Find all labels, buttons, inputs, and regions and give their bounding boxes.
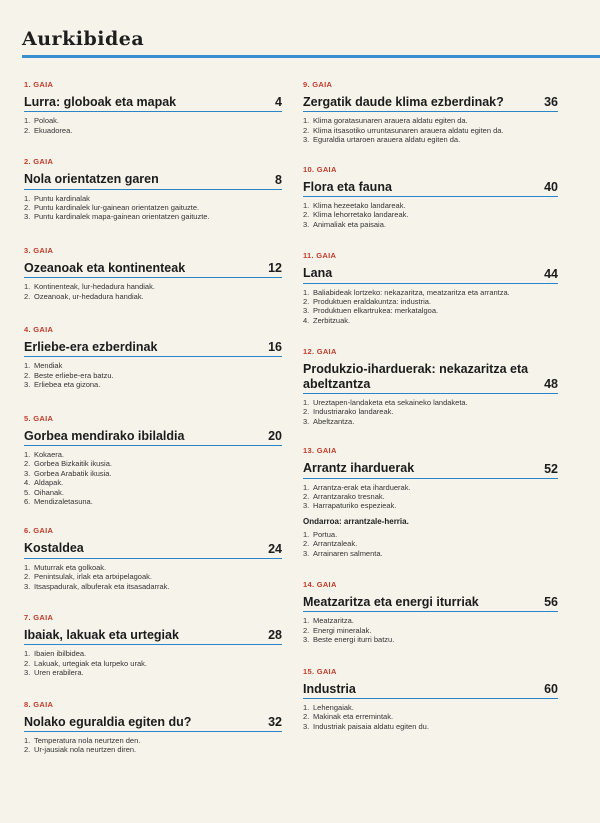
list-item-text: Produktuen eraldakuntza: industria. — [313, 296, 431, 306]
list-item-text: Arrantza-erak eta iharduerak. — [313, 482, 411, 492]
toc-section — [303, 347, 558, 426]
chapter-title: Flora eta fauna — [303, 179, 392, 194]
list-item: 1. Arrantza-erak eta iharduerak. — [303, 482, 411, 492]
subtopic-list — [303, 116, 558, 144]
chapter-number: 7. GAIA — [24, 612, 54, 622]
list-item: 3. Abeltzantza. — [303, 416, 355, 426]
chapter-title: Arrantz iharduerak — [303, 461, 415, 476]
chapter-heading[interactable] — [24, 429, 282, 446]
chapter-heading[interactable] — [24, 541, 282, 558]
list-item-text: Ekuadorea. — [34, 125, 73, 135]
list-item: 1. Mendiak — [24, 361, 63, 371]
toc-section — [24, 526, 282, 591]
list-item: 1. Poloak. — [24, 116, 60, 126]
chapter-heading[interactable] — [303, 682, 558, 699]
list-item: 2. Ekuadorea. — [24, 125, 73, 135]
chapter-number: 14. GAIA — [303, 579, 337, 589]
toc-section — [24, 80, 282, 135]
list-item: 2. Lakuak, urtegiak eta lurpeko urak. — [24, 658, 147, 668]
chapter-title: Kostaldea — [24, 541, 84, 556]
list-item: 3. Itsaspadurak, albuferak eta itsasadarrak. — [24, 581, 170, 591]
toc-section — [24, 325, 282, 390]
subtopic-list — [24, 736, 282, 755]
list-item-text: Animaliak eta paisaia. — [313, 219, 386, 229]
list-item: 2. Arrantzaleak. — [303, 539, 358, 549]
subtopic-list — [24, 282, 282, 301]
list-item: 3. Puntu kardinalek mapa-gainean orientatzen gaituzte. — [24, 212, 210, 222]
page-number: 40 — [544, 179, 558, 194]
list-item: 1. Ureztapen-landaketa eta sekaineko landaketa. — [303, 397, 468, 407]
list-item: 3. Uren erabilera. — [24, 668, 84, 678]
list-item-text: Beste erliebe-era batzu. — [34, 370, 114, 380]
chapter-title: Lurra: globoak eta mapak — [24, 95, 177, 109]
chapter-title: Gorbea mendirako ibilaldia — [24, 428, 185, 443]
list-item: 1. Muturrak eta golkoak. — [24, 562, 107, 572]
list-item: 3. Animaliak eta paisaia. — [303, 219, 386, 229]
chapter-number: 15. GAIA — [303, 666, 337, 676]
subtopic-list — [303, 288, 558, 326]
chapter-title: Industria — [303, 681, 356, 696]
chapter-title: Ozeanoak eta kontinenteak — [24, 260, 186, 275]
list-item-text: Arrantzarako tresnak. — [313, 491, 385, 501]
toc-section — [303, 446, 558, 558]
page-number: 12 — [268, 261, 282, 276]
chapter-title: Nola orientatzen garen — [24, 172, 159, 187]
toc-column-right — [303, 70, 558, 731]
list-item-text: Temperatura nola neurtzen den. — [34, 735, 141, 745]
chapter-number: 2. GAIA — [24, 157, 54, 167]
list-item: 6. Mendizaletasuna. — [24, 496, 93, 506]
list-item-text: Lakuak, urtegiak eta lurpeko urak. — [34, 658, 147, 668]
chapter-title: Meatzaritza eta energi iturriak — [303, 594, 479, 609]
list-item-text: Puntu kardinalek mapa-gainean orientatzen gaituzte. — [34, 212, 210, 222]
chapter-heading[interactable] — [24, 340, 282, 357]
chapter-number: 4. GAIA — [24, 324, 54, 334]
title-rule — [22, 55, 600, 58]
toc-column-left — [24, 70, 282, 755]
subtopic-list — [303, 616, 558, 644]
list-item: 1. Ibaien ibilbidea. — [24, 649, 87, 659]
list-item-text: Ur-jausiak nola neurtzen diren. — [34, 745, 137, 755]
subtopic-list — [24, 194, 282, 222]
chapter-heading[interactable] — [303, 95, 558, 112]
page-number: 36 — [544, 95, 558, 110]
list-item-text: Eguraldia urtaroen arauera aldatu egiten da. — [313, 135, 461, 145]
list-item: 2. Energi mineralak. — [303, 625, 372, 635]
chapter-number: 5. GAIA — [24, 413, 54, 423]
page-number: 4 — [275, 95, 282, 110]
list-item-text: Baliabideak lortzeko: nekazaritza, meatzaritza eta arrantza. — [313, 287, 510, 297]
toc-section — [24, 246, 282, 301]
list-item: 2. Makinak eta erremintak. — [303, 712, 394, 722]
list-item: 1. Kokaera. — [24, 449, 65, 459]
page-number: 56 — [544, 595, 558, 610]
toc-section — [24, 414, 282, 507]
subtopic-list — [24, 649, 282, 677]
list-item-text: Produktuen elkartrukea: merkatalgoa. — [313, 306, 439, 316]
list-item-text: Mendiak — [34, 361, 63, 371]
list-item-text: Itsaspadurak, albuferak eta itsasadarrak. — [34, 581, 170, 591]
chapter-heading[interactable] — [303, 595, 558, 612]
section-subheading: Ondarroa: arrantzale-herria. — [303, 516, 409, 526]
list-item: 1. Klima hezeetako landareak. — [303, 200, 406, 210]
list-item: 2. Arrantzarako tresnak. — [303, 491, 385, 501]
list-item: 2. Klima lehorretako landareak. — [303, 210, 409, 220]
toc-section — [24, 613, 282, 678]
chapter-number: 11. GAIA — [303, 251, 337, 261]
page-number: 60 — [544, 681, 558, 696]
list-item-text: Zerbitzuak. — [313, 315, 351, 325]
chapter-number: 9. GAIA — [303, 80, 333, 89]
toc-section — [303, 580, 558, 645]
list-item: 1. Kontinenteak, lur-hedadura handiak. — [24, 282, 155, 292]
list-item-text: Makinak eta erremintak. — [313, 712, 394, 722]
list-item: 3. Arrainaren salmenta. — [303, 548, 383, 558]
chapter-heading[interactable] — [303, 362, 558, 394]
subtopic-list — [303, 398, 558, 426]
list-item-text: Gorbea Bizkaitik ikusia. — [34, 459, 112, 469]
chapter-title: Produkzio-iharduerak: nekazaritza eta abeltzantza — [303, 362, 529, 391]
list-item: 3. Harrapaturiko espezieak. — [303, 501, 397, 511]
list-item: 4. Aldapak. — [24, 478, 64, 488]
subtopic-list — [303, 201, 558, 229]
page-number: 20 — [268, 428, 282, 443]
page-number: 44 — [544, 266, 558, 281]
chapter-heading[interactable] — [24, 715, 282, 732]
list-item-text: Mendizaletasuna. — [34, 496, 93, 506]
list-item-text: Klima lehorretako landareak. — [313, 210, 409, 220]
chapter-number: 3. GAIA — [24, 245, 54, 255]
toc-section — [303, 667, 558, 732]
list-item-text: Aldapak. — [34, 478, 64, 488]
list-item: 2. Klima itsasotiko urruntasunaren arauera aldatu egiten da. — [303, 125, 504, 135]
list-item: 1. Portua. — [303, 529, 338, 539]
list-item: 2. Produktuen eraldakuntza: industria. — [303, 296, 431, 306]
page-number: 48 — [544, 376, 558, 391]
page-number: 8 — [275, 172, 282, 187]
list-item: 2. Penintsulak, irlak eta artxipelagoak. — [24, 572, 152, 582]
chapter-heading[interactable] — [303, 180, 558, 197]
page-number: 52 — [544, 461, 558, 476]
list-item: 5. Oihanak. — [24, 487, 65, 497]
list-item: 3. Industriak paisaia aldatu egiten du. — [303, 721, 429, 731]
list-item-text: Abeltzantza. — [313, 416, 355, 426]
chapter-title: Zergatik daude klima ezberdinak? — [303, 95, 504, 109]
subtopic-list — [303, 483, 558, 511]
list-item: 2. Ur-jausiak nola neurtzen diren. — [24, 745, 137, 755]
list-item-text: Oihanak. — [34, 487, 65, 497]
toc-section — [303, 80, 558, 145]
chapter-heading[interactable] — [24, 628, 282, 645]
chapter-heading[interactable] — [24, 172, 282, 189]
list-item-text: Klima itsasotiko urruntasunaren arauera aldatu egiten da. — [313, 125, 504, 135]
chapter-number: 10. GAIA — [303, 164, 337, 174]
list-item-text: Klima hezeetako landareak. — [313, 200, 406, 210]
list-item-text: Muturrak eta golkoak. — [34, 562, 107, 572]
list-item: 2. Puntu kardinalek lur-gainean orientatzen gaituzte. — [24, 202, 200, 212]
chapter-number: 8. GAIA — [24, 699, 54, 709]
toc-section — [303, 251, 558, 325]
list-item-text: Poloak. — [34, 116, 60, 126]
list-item: 3. Produktuen elkartrukea: merkatalgoa. — [303, 306, 439, 316]
list-item: 4. Zerbitzuak. — [303, 315, 351, 325]
chapter-number: 12. GAIA — [303, 347, 337, 357]
list-item-text: Kontinenteak, lur-hedadura handiak. — [34, 282, 155, 292]
list-item-text: Lehengaiak. — [313, 702, 354, 712]
page-title: Aurkibidea — [22, 28, 145, 50]
list-item-text: Penintsulak, irlak eta artxipelagoak. — [34, 572, 152, 582]
list-item-text: Puntu kardinalak — [34, 193, 90, 203]
list-item-text: Industriak paisaia aldatu egiten du. — [313, 721, 429, 731]
list-item-text: Energi mineralak. — [313, 625, 372, 635]
list-item: 2. Beste erliebe-era batzu. — [24, 370, 114, 380]
list-item-text: Beste energi iturri batzu. — [313, 635, 395, 645]
page-number: 32 — [268, 714, 282, 729]
list-item: 3. Erliebea eta gizona. — [24, 380, 101, 390]
chapter-number: 6. GAIA — [24, 526, 54, 536]
list-item: 2. Industriarako landareak. — [303, 407, 394, 417]
page-number: 16 — [268, 340, 282, 355]
subtopic-list — [24, 116, 282, 135]
list-item-text: Portua. — [313, 529, 338, 539]
page-number: 28 — [268, 628, 282, 643]
subtopic-list — [303, 703, 558, 731]
list-item-text: Puntu kardinalek lur-gainean orientatzen gaituzte. — [34, 202, 200, 212]
list-item-text: Klima goratasunaren arauera aldatu egiten da. — [313, 116, 468, 126]
list-item-text: Meatzaritza. — [313, 616, 354, 626]
list-item-text: Kokaera. — [34, 449, 65, 459]
list-item-text: Arrantzaleak. — [313, 539, 358, 549]
list-item-text: Uren erabilera. — [34, 668, 84, 678]
list-item: 2. Gorbea Bizkaitik ikusia. — [24, 459, 112, 469]
list-item: 3. Eguraldia urtaroen arauera aldatu egiten da. — [303, 135, 461, 145]
list-item: 1. Meatzaritza. — [303, 616, 354, 626]
list-item-text: Arrainaren salmenta. — [313, 548, 383, 558]
toc-section — [24, 700, 282, 755]
page-number: 24 — [268, 541, 282, 556]
chapter-title: Erliebe-era ezberdinak — [24, 339, 158, 354]
list-item: 1. Lehengaiak. — [303, 702, 354, 712]
chapter-heading[interactable] — [24, 95, 282, 112]
subtopic-list — [24, 563, 282, 591]
list-item: 3. Gorbea Arabatik ikusia. — [24, 468, 112, 478]
toc-section — [24, 157, 282, 222]
subtopic-list — [24, 450, 282, 506]
chapter-heading[interactable] — [303, 266, 558, 283]
list-item-text: Ibaien ibilbidea. — [34, 649, 87, 659]
list-item: 1. Temperatura nola neurtzen den. — [24, 735, 141, 745]
list-item-text: Harrapaturiko espezieak. — [313, 501, 397, 511]
list-item-text: Industriarako landareak. — [313, 407, 394, 417]
list-item-text: Ozeanoak, ur-hedadura handiak. — [34, 291, 144, 301]
subtopic-list — [303, 530, 558, 558]
list-item: 3. Beste energi iturri batzu. — [303, 635, 395, 645]
chapter-title: Ibaiak, lakuak eta urtegiak — [24, 627, 179, 642]
list-item: 1. Puntu kardinalak — [24, 193, 90, 203]
chapter-number: 13. GAIA — [303, 446, 337, 456]
list-item: 1. Klima goratasunaren arauera aldatu egiten da. — [303, 116, 468, 126]
list-item-text: Gorbea Arabatik ikusia. — [34, 468, 112, 478]
chapter-heading[interactable] — [24, 261, 282, 278]
chapter-title: Nolako eguraldia egiten du? — [24, 714, 192, 729]
list-item: 2. Ozeanoak, ur-hedadura handiak. — [24, 291, 144, 301]
chapter-heading[interactable] — [303, 461, 558, 478]
subtopic-list — [24, 361, 282, 389]
toc-section — [303, 165, 558, 230]
list-item: 1. Baliabideak lortzeko: nekazaritza, meatzaritza eta arrantza. — [303, 287, 510, 297]
chapter-title: Lana — [303, 266, 333, 281]
list-item-text: Ureztapen-landaketa eta sekaineko landaketa. — [313, 397, 468, 407]
chapter-number: 1. GAIA — [24, 80, 54, 89]
list-item-text: Erliebea eta gizona. — [34, 380, 101, 390]
